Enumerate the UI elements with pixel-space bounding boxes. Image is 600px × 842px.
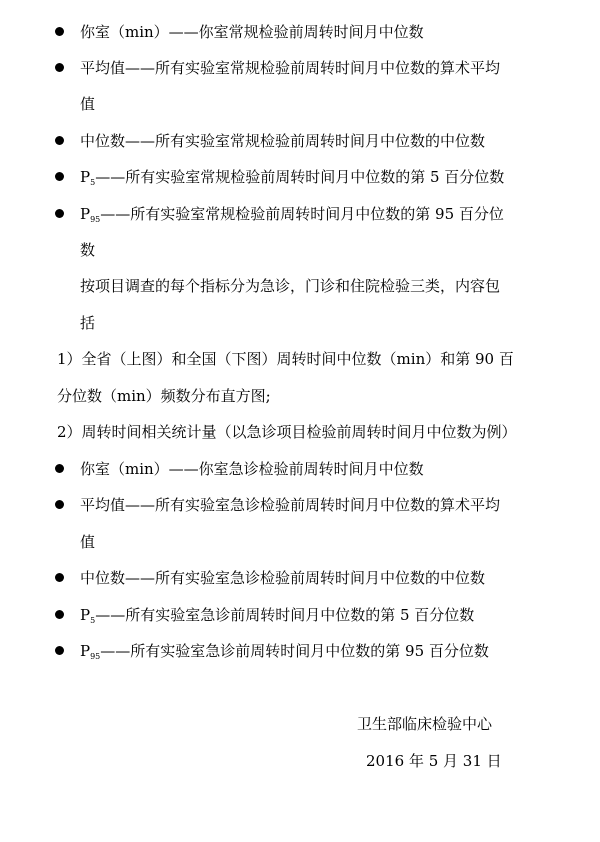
line-text-rest: ——所有实验室急诊前周转时间月中位数的第 95 百分位数	[100, 642, 489, 660]
bullet-icon	[55, 63, 64, 72]
bullet-line-mean-routine	[0, 50, 600, 86]
continuation-line	[0, 232, 600, 268]
percentile-symbol: P	[80, 168, 91, 186]
bullet-line-p95-emergency	[0, 633, 600, 669]
line-text	[80, 597, 474, 636]
bullet-icon	[55, 464, 64, 473]
bullet-icon	[55, 500, 64, 509]
continuation-line	[0, 86, 600, 122]
bullet-line-median-routine	[0, 123, 600, 159]
paragraph-line	[0, 305, 600, 341]
bullet-line-your-lab-routine	[0, 14, 600, 50]
bullet-icon	[55, 27, 64, 36]
percentile-subscript: 5	[90, 178, 96, 187]
continuation-line	[0, 524, 600, 560]
line-text: 中位数——所有实验室常规检验前周转时间月中位数的中位数	[80, 132, 486, 150]
signature-organization: 卫生部临床检验中心	[357, 715, 493, 733]
percentile-subscript: 5	[90, 616, 96, 625]
percentile-symbol: P	[80, 642, 91, 660]
line-text-rest: ——所有实验室常规检验前周转时间月中位数的第 95 百分位	[100, 205, 504, 223]
line-text: 括	[80, 314, 96, 332]
percentile-subscript: 95	[90, 215, 101, 224]
line-text: 你室（min）——你室急诊检验前周转时间月中位数	[80, 460, 424, 478]
line-text: 2）周转时间相关统计量（以急诊项目检验前周转时间月中位数为例）	[57, 423, 517, 441]
bullet-line-your-lab-emergency	[0, 451, 600, 487]
line-text-rest: ——所有实验室常规检验前周转时间月中位数的第 5 百分位数	[95, 168, 505, 186]
bullet-line-p5-emergency	[0, 597, 600, 633]
bullet-icon	[55, 172, 64, 181]
percentile-symbol: P	[80, 205, 91, 223]
line-text: 值	[80, 533, 96, 551]
bullet-icon	[55, 646, 64, 655]
line-text: 1）全省（上图）和全国（下图）周转时间中位数（min）和第 90 百	[57, 350, 514, 368]
signature-date: 2016 年 5 月 31 日	[366, 752, 502, 770]
line-text: 平均值——所有实验室急诊检验前周转时间月中位数的算术平均	[80, 496, 501, 514]
line-text: 值	[80, 95, 96, 113]
numbered-item-1	[0, 341, 600, 377]
line-text: 你室（min）——你室常规检验前周转时间月中位数	[80, 23, 424, 41]
bullet-icon	[55, 573, 64, 582]
bullet-line-median-emergency	[0, 560, 600, 596]
line-text: 分位数（min）频数分布直方图;	[57, 387, 271, 405]
line-text: 数	[80, 241, 96, 259]
percentile-subscript: 95	[90, 652, 101, 661]
line-text	[80, 633, 489, 672]
line-text-rest: ——所有实验室急诊前周转时间月中位数的第 5 百分位数	[95, 606, 475, 624]
paragraph-line	[0, 268, 600, 304]
numbered-item-1-cont	[0, 378, 600, 414]
bullet-line-p95-routine	[0, 196, 600, 232]
bullet-icon	[55, 209, 64, 218]
bullet-line-mean-emergency	[0, 487, 600, 523]
line-text: 平均值——所有实验室常规检验前周转时间月中位数的算术平均	[80, 59, 501, 77]
line-text	[80, 159, 504, 198]
line-text: 按项目调查的每个指标分为急诊，门诊和住院检验三类，内容包	[80, 277, 501, 295]
bullet-icon	[55, 610, 64, 619]
bullet-icon	[55, 136, 64, 145]
line-text: 中位数——所有实验室急诊检验前周转时间月中位数的中位数	[80, 569, 486, 587]
percentile-symbol: P	[80, 606, 91, 624]
numbered-item-2	[0, 414, 600, 450]
bullet-line-p5-routine	[0, 159, 600, 195]
line-text	[80, 196, 504, 235]
